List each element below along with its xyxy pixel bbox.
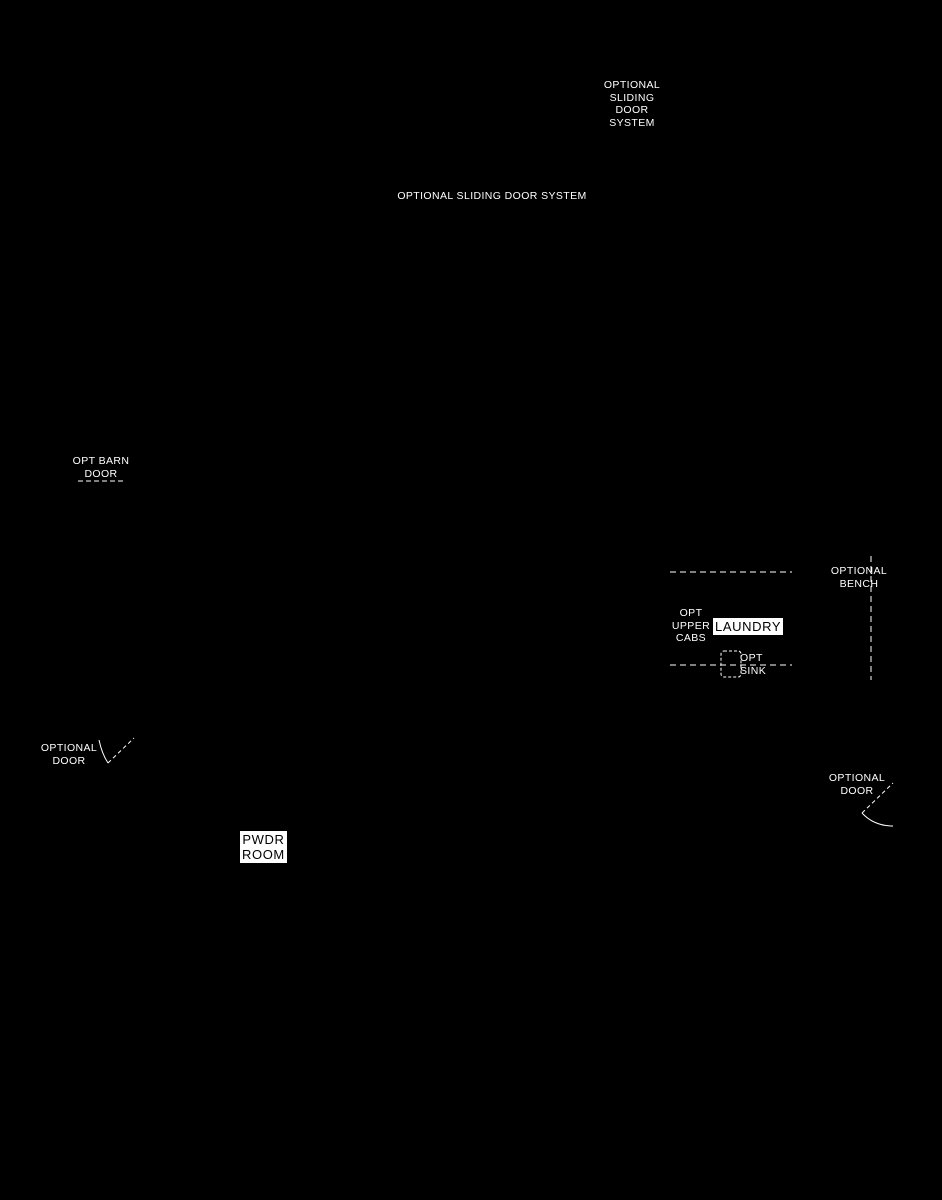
label-door-right: OPTIONAL DOOR [828,772,886,797]
label-door-left: OPTIONAL DOOR [40,742,98,767]
room-tag-powder-room: PWDR ROOM [242,832,285,862]
label-barn-door: OPT BARN DOOR [72,455,130,480]
room-tag-laundry: LAUNDRY [715,619,782,634]
label-sliding-door-wide: OPTIONAL SLIDING DOOR SYSTEM [397,190,587,202]
door-left-leaf [108,738,134,763]
sink-icon [721,651,741,677]
label-upper-cabs: OPT UPPER CABS [671,607,711,644]
label-sliding-door-top: OPTIONAL SLIDING DOOR SYSTEM [603,79,661,129]
door-right-arc [862,813,893,826]
label-bench: OPTIONAL BENCH [830,565,888,590]
label-sink: OPT SINK [740,652,767,677]
